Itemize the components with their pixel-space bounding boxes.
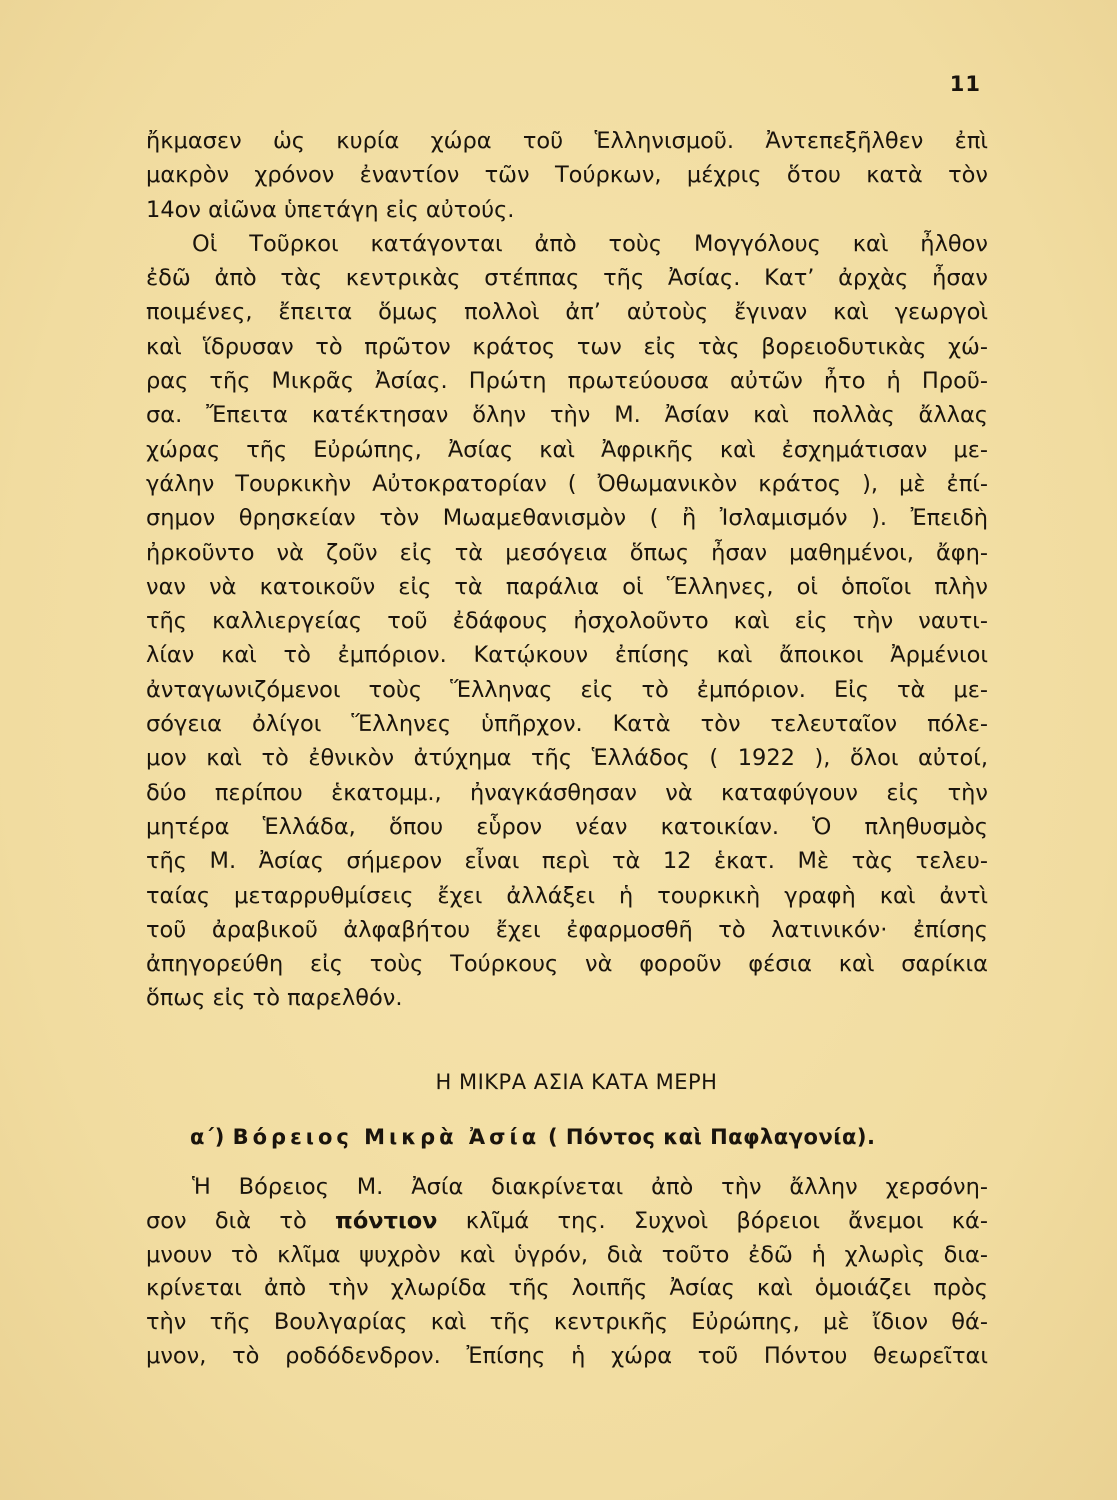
text-line: σόγεια ὀλίγοι Ἕλληνες ὑπῆρχον. Κατὰ τὸν τελευταῖον πόλε- [146, 711, 988, 738]
section-heading: Η ΜΙΚΡΑ ΑΣΙΑ ΚΑΤΑ ΜΕΡΗ [435, 1070, 718, 1094]
text-line: τοῦ ἀραβικοῦ ἀλφαβήτου ἔχει ἐφαρμοσθῆ τὸ λατινικόν· ἐπίσης [146, 916, 988, 943]
subsection-prefix: α΄) [190, 1125, 225, 1149]
main-text-block [146, 124, 988, 1016]
text-line: ἀπηγορεύθη εἰς τοὺς Τούρκους νὰ φοροῦν φέσια καὶ σαρίκια [146, 951, 988, 978]
text-line: γάλην Τουρκικὴν Αὐτοκρατορίαν ( Ὀθωμανικὸν κράτος ), μὲ ἐπί- [146, 470, 988, 497]
text-line: ναν νὰ κατοικοῦν εἰς τὰ παράλια οἱ Ἕλληνες, οἱ ὁποῖοι πλὴν [146, 573, 988, 600]
text-line: ρας τῆς Μικρᾶς Ἀσίας. Πρώτη πρωτεύουσα αὐτῶν ἦτο ἡ Προῦ- [146, 368, 988, 395]
text-line: μνον, τὸ ροδόδενδρον. Ἐπίσης ἡ χώρα τοῦ Πόντου θεωρεῖται [146, 1342, 988, 1369]
text-line: μητέρα Ἑλλάδα, ὅπου εὗρον νέαν κατοικίαν. Ὁ πληθυσμὸς [146, 813, 988, 840]
text-line: ταίας μεταρρυθμίσεις ἔχει ἀλλάξει ἡ τουρκικὴ γραφὴ καὶ ἀντὶ [146, 882, 988, 909]
emphasized-word: πόντιον [335, 1207, 438, 1234]
text-line: τὴν τῆς Βουλγαρίας καὶ τῆς κεντρικῆς Εὐρώπης, μὲ ἴδιον θά- [146, 1309, 988, 1336]
page-number: 11 [949, 72, 981, 96]
text-line: Ἡ Βόρειος Μ. Ἀσία διακρίνεται ἀπὸ τὴν ἄλλην χερσόνη- [192, 1174, 988, 1200]
subsection-title: Βόρειος Μικρὰ Ἀσία [232, 1125, 541, 1149]
subsection-heading [190, 1125, 875, 1149]
text-line: Οἱ Τοῦρκοι κατάγονται ἀπὸ τοὺς Μογγόλους καὶ ἦλθον [192, 230, 988, 257]
text-fragment: κλῖμά της. Συχνοὶ βόρειοι ἄνεμοι κά- [437, 1207, 989, 1234]
text-line: καὶ ἵδρυσαν τὸ πρῶτον κράτος των εἰς τὰς βορειοδυτικὰς χώ- [146, 333, 988, 360]
section-text-block [146, 1171, 988, 1374]
text-line: μνουν τὸ κλῖμα ψυχρὸν καὶ ὑγρόν, διὰ τοῦτο ἐδῶ ἡ χλωρὶς δια- [146, 1241, 988, 1268]
text-line [146, 1205, 988, 1239]
text-line: δύο περίπου ἑκατομμ., ἠναγκάσθησαν νὰ καταφύγουν εἰς τὴν [146, 779, 988, 806]
text-line: τῆς Μ. Ἀσίας σήμερον εἶναι περὶ τὰ 12 ἑκατ. Μὲ τὰς τελευ- [146, 848, 988, 875]
text-line: ποιμένες, ἔπειτα ὅμως πολλοὶ ἀπ’ αὐτοὺς ἔγιναν καὶ γεωργοὶ [146, 299, 988, 326]
text-line: λίαν καὶ τὸ ἐμπόριον. Κατῴκουν ἐπίσης καὶ ἄποικοι Ἀρμένιοι [146, 642, 988, 669]
text-line: 14ον αἰῶνα ὑπετάγη εἰς αὐτούς. [146, 196, 515, 223]
text-fragment: σον διὰ τὸ [146, 1207, 336, 1234]
subsection-parenthetical: ( Πόντος καὶ Παφλαγονία). [547, 1125, 876, 1149]
text-line: ἐδῶ ἀπὸ τὰς κεντρικὰς στέππας τῆς Ἀσίας. Κατ’ ἀρχὰς ἦσαν [146, 265, 988, 292]
text-line: σα. Ἔπειτα κατέκτησαν ὅλην τὴν Μ. Ἀσίαν καὶ πολλὰς ἄλλας [146, 402, 988, 429]
text-line: ὅπως εἰς τὸ παρελθόν. [146, 985, 403, 1012]
text-line: χώρας τῆς Εὐρώπης, Ἀσίας καὶ Ἀφρικῆς καὶ ἐσχημάτισαν με- [146, 436, 988, 463]
text-line: σημον θρησκείαν τὸν Μωαμεθανισμὸν ( ἢ Ἰσλαμισμόν ). Ἐπειδὴ [146, 505, 988, 532]
text-line: ἤκμασεν ὡς κυρία χώρα τοῦ Ἑλληνισμοῦ. Ἀντεπεξῆλθεν ἐπὶ [146, 128, 988, 154]
text-line: κρίνεται ἀπὸ τὴν χλωρίδα τῆς λοιπῆς Ἀσίας καὶ ὁμοιάζει πρὸς [146, 1275, 988, 1302]
text-line: τῆς καλλιεργείας τοῦ ἐδάφους ἠσχολοῦντο καὶ εἰς τὴν ναυτι- [146, 608, 988, 635]
text-line: ἀνταγωνιζόμενοι τοὺς Ἕλληνας εἰς τὸ ἐμπόριον. Εἰς τὰ με- [146, 676, 988, 703]
text-line: μον καὶ τὸ ἐθνικὸν ἀτύχημα τῆς Ἑλλάδος ( 1922 ), ὅλοι αὐτοί, [146, 745, 988, 772]
text-line: ἠρκοῦντο νὰ ζοῦν εἰς τὰ μεσόγεια ὅπως ἦσαν μαθημένοι, ἄφη- [146, 539, 988, 566]
text-line: μακρὸν χρόνον ἐναντίον τῶν Τούρκων, μέχρις ὅτου κατὰ τὸν [146, 162, 988, 189]
